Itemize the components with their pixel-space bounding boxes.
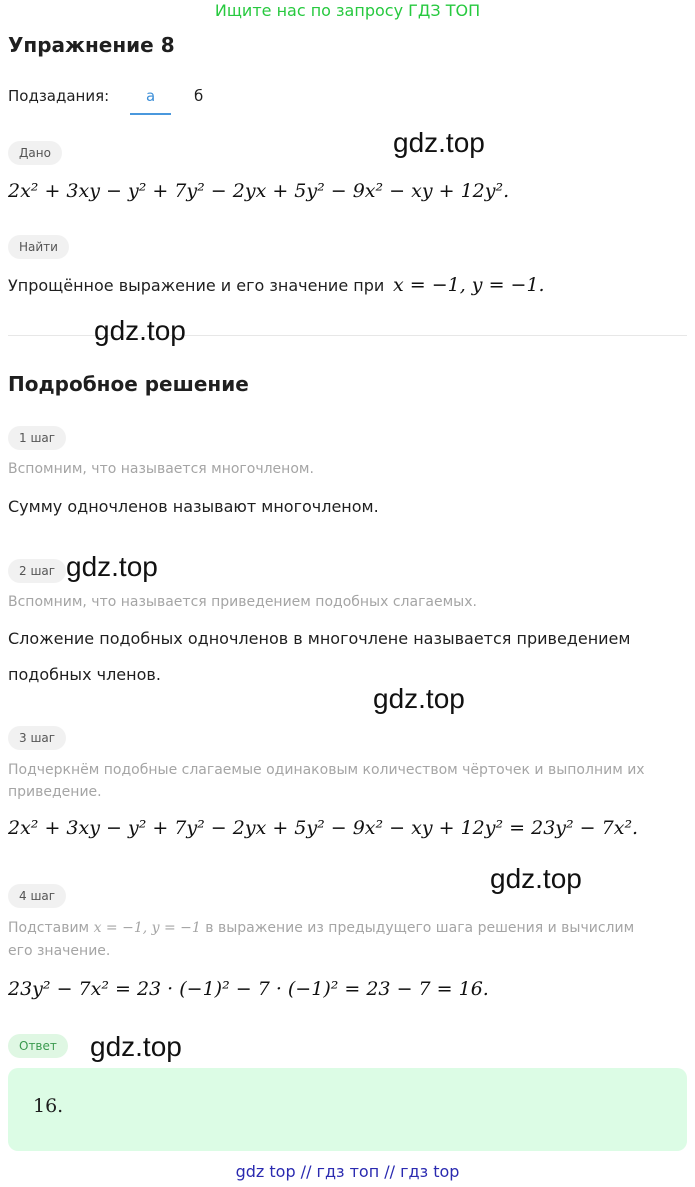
solution-title: Подробное решение bbox=[8, 372, 249, 396]
step-4-hint-line2: его значение. bbox=[8, 943, 111, 959]
step-2-text-line1: Сложение подобных одночленов в многочлене называется приведением bbox=[8, 629, 631, 648]
answer-chip: Ответ bbox=[8, 1034, 68, 1058]
step-2-hint: Вспомним, что называется приведением подобных слагаемых. bbox=[8, 594, 477, 610]
watermark: gdz.top bbox=[94, 315, 186, 346]
step-3-hint-line2: приведение. bbox=[8, 784, 102, 800]
active-tab-indicator bbox=[130, 113, 171, 115]
step-3-chip: 3 шаг bbox=[8, 726, 66, 750]
watermark: gdz.top bbox=[66, 551, 158, 582]
given-expression-text: 2x² + 3xy − y² + 7y² − 2yx + 5y² − 9x² − xy + 12y². bbox=[8, 180, 510, 202]
tab-b[interactable]: б bbox=[194, 87, 204, 105]
step-1-hint: Вспомним, что называется многочленом. bbox=[8, 461, 314, 477]
step-3-expression: 2x² + 3xy − y² + 7y² − 2yx + 5y² − 9x² − xy + 12y² = 23y² − 7x². bbox=[8, 817, 639, 839]
step-2-text-line2: подобных членов. bbox=[8, 665, 161, 684]
watermark: gdz.top bbox=[373, 683, 465, 714]
step-1-text: Сумму одночленов называют многочленом. bbox=[8, 497, 379, 516]
step-4-hint-post: в выражение из предыдущего шага решения и вычислим bbox=[205, 920, 635, 936]
answer-value: 16. bbox=[33, 1095, 64, 1117]
footer-links[interactable]: gdz top // гдз топ // гдз top bbox=[235, 1162, 460, 1181]
given-chip: Дано bbox=[8, 141, 62, 165]
search-banner[interactable]: Ищите нас по запросу ГДЗ ТОП bbox=[214, 1, 481, 20]
find-condition: x = −1, y = −1. bbox=[393, 274, 545, 296]
tab-a[interactable]: а bbox=[146, 87, 156, 105]
step-4-hint-line1 bbox=[8, 920, 634, 936]
find-text: Упрощённое выражение и его значение при bbox=[8, 276, 385, 295]
step-4-expression: 23y² − 7x² = 23 · (−1)² − 7 · (−1)² = 23 − 7 = 16. bbox=[8, 978, 489, 1000]
subtasks-label: Подзадания: bbox=[8, 87, 110, 105]
step-2-chip: 2 шаг bbox=[8, 559, 66, 583]
step-4-chip: 4 шаг bbox=[8, 884, 66, 908]
watermark: gdz.top bbox=[393, 127, 485, 158]
step-1-chip: 1 шаг bbox=[8, 426, 66, 450]
step-4-hint-math: x = −1, y = −1 bbox=[93, 920, 201, 936]
find-chip: Найти bbox=[8, 235, 69, 259]
answer-box bbox=[8, 1068, 687, 1151]
watermark: gdz.top bbox=[90, 1031, 182, 1062]
given-expression bbox=[8, 180, 509, 202]
page-title: Упражнение 8 bbox=[8, 33, 175, 57]
watermark: gdz.top bbox=[490, 863, 582, 894]
step-3-hint-line1: Подчеркнём подобные слагаемые одинаковым количеством чёрточек и выполним их bbox=[8, 762, 645, 778]
step-4-hint-pre: Подставим bbox=[8, 920, 90, 936]
